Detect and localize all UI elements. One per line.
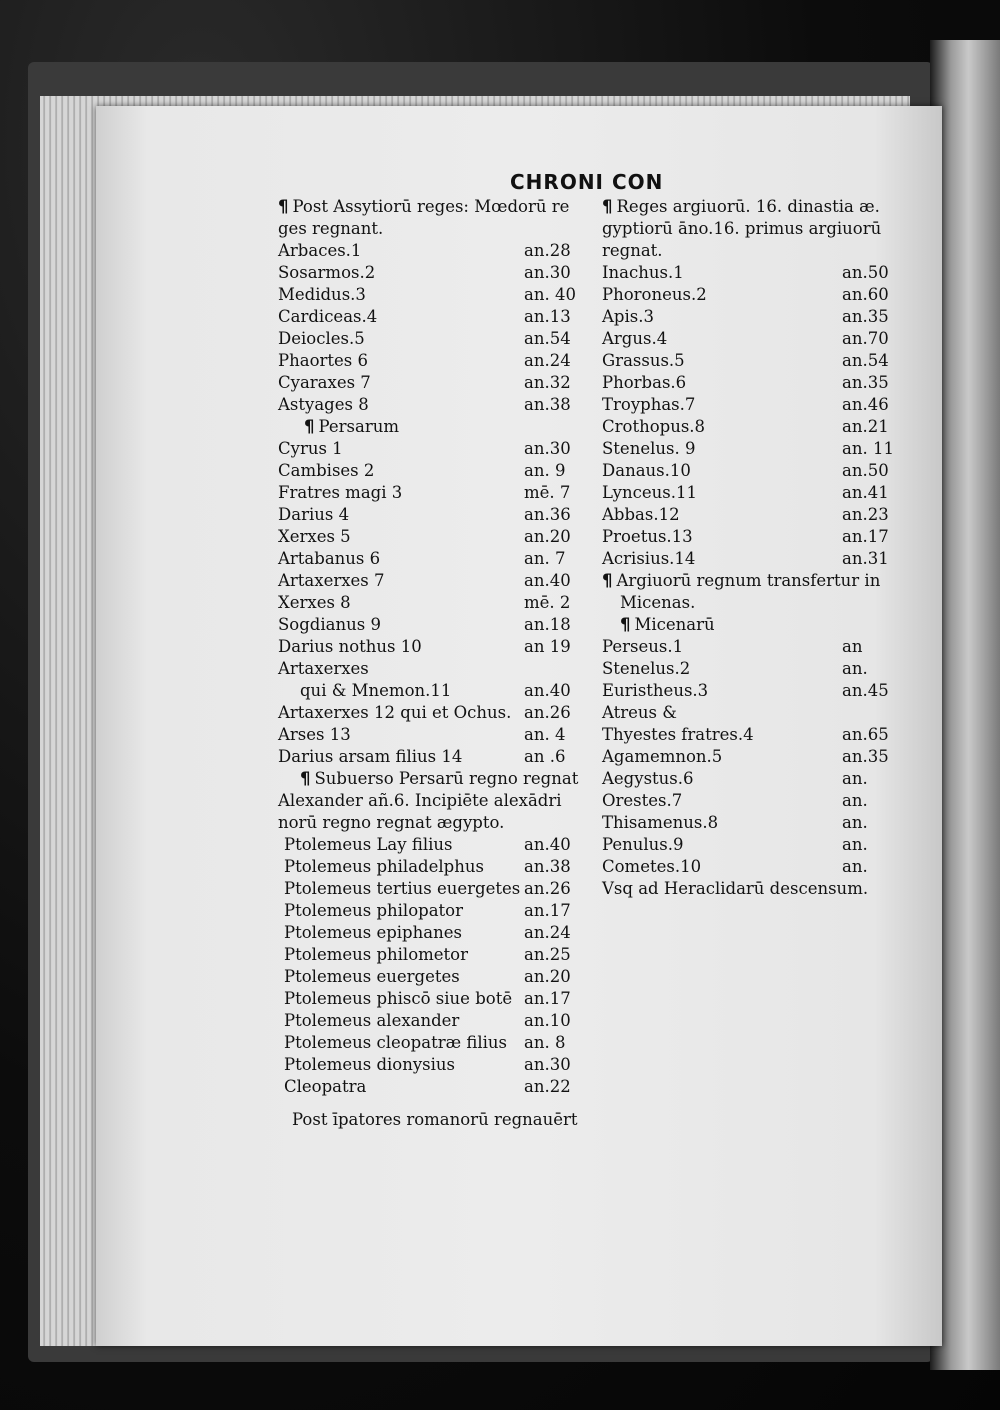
- table-row: [598, 768, 906, 790]
- table-row-value: an .6: [524, 747, 566, 766]
- table-row: [598, 724, 906, 746]
- table-row-value: an.: [842, 857, 868, 876]
- table-row: [274, 724, 604, 746]
- argives-heading-1: Reges argiuorū. 16. dinastia æ.: [616, 197, 880, 216]
- table-row-name: Orestes.7: [602, 791, 683, 810]
- table-row-value: an.: [842, 835, 868, 854]
- assyrian-heading: Post Assytiorū reges: Mœdorū re: [292, 197, 570, 216]
- table-row-name: Arses 13: [278, 725, 351, 744]
- table-row: [598, 284, 906, 306]
- table-row-value: an.30: [524, 1055, 571, 1074]
- table-row-value: an.21: [842, 417, 889, 436]
- table-row-name: Ptolemeus philometor: [284, 945, 468, 964]
- table-row: [598, 262, 906, 284]
- table-row: [274, 1010, 604, 1032]
- table-row-value: an.28: [524, 241, 571, 260]
- table-row-name: Sosarmos.2: [278, 263, 376, 282]
- table-row-value: an.20: [524, 527, 571, 546]
- table-row: [274, 482, 604, 504]
- table-row-name: Crothopus.8: [602, 417, 706, 436]
- pilcrow-icon: ¶: [602, 571, 613, 590]
- table-row: [274, 944, 604, 966]
- table-row-value: an 19: [524, 637, 571, 656]
- table-row-name: Atreus &: [602, 703, 677, 722]
- table-row-value: an.40: [524, 835, 571, 854]
- table-row-value: an.22: [524, 1077, 571, 1096]
- alexander-note-2: Alexander añ.6. Incipiēte alexādri: [278, 791, 562, 810]
- table-row: [274, 658, 604, 680]
- argives-heading-row: [598, 218, 906, 240]
- table-row: [598, 636, 906, 658]
- section-heading: [274, 196, 604, 218]
- table-row-name: Cleopatra: [284, 1077, 367, 1096]
- table-row-value: mē. 7: [524, 483, 571, 502]
- table-row-name: Penulus.9: [602, 835, 684, 854]
- table-row-value: an.65: [842, 725, 889, 744]
- table-row-value: an.10: [524, 1011, 571, 1030]
- table-row-name: Stenelus.2: [602, 659, 691, 678]
- table-row-name: Ptolemeus phiscō siue botē: [284, 989, 513, 1008]
- table-row-value: an.60: [842, 285, 889, 304]
- table-row: [274, 878, 604, 900]
- table-row-name: Abbas.12: [602, 505, 680, 524]
- table-row: [274, 526, 604, 548]
- table-row-value: mē. 2: [524, 593, 571, 612]
- table-row-name: Argus.4: [602, 329, 668, 348]
- table-row-name: Artaxerxes: [278, 659, 369, 678]
- table-row-value: an.70: [842, 329, 889, 348]
- table-row: [274, 988, 604, 1010]
- medes-list: [274, 240, 604, 416]
- transfer-note-row: [598, 570, 906, 592]
- table-row: [274, 240, 604, 262]
- table-row-value: an.35: [842, 747, 889, 766]
- section-heading-cont: [274, 218, 604, 240]
- table-row: [598, 548, 906, 570]
- table-row: [274, 1032, 604, 1054]
- pilcrow-icon: ¶: [278, 197, 289, 216]
- table-row: [274, 372, 604, 394]
- argives-heading-row: [598, 240, 906, 262]
- table-row-value: an.30: [524, 439, 571, 458]
- table-row: [598, 394, 906, 416]
- table-row-value: an.32: [524, 373, 571, 392]
- table-row: [274, 460, 604, 482]
- table-row-value: an.18: [524, 615, 571, 634]
- table-row-name: Acrisius.14: [602, 549, 696, 568]
- transfer-note-row: [598, 592, 906, 614]
- table-row-value: an. 9: [524, 461, 566, 480]
- table-row: [598, 482, 906, 504]
- table-row-value: an: [842, 637, 863, 656]
- table-row-name: Inachus.1: [602, 263, 684, 282]
- table-row-value: an.50: [842, 263, 889, 282]
- table-row: [598, 812, 906, 834]
- table-row-value: an.17: [842, 527, 889, 546]
- table-row: [598, 680, 906, 702]
- table-row-name: Phaortes 6: [278, 351, 368, 370]
- table-row: [274, 438, 604, 460]
- table-row-name: Cyrus 1: [278, 439, 343, 458]
- right-closing-row: [598, 878, 906, 900]
- table-row-value: an.13: [524, 307, 571, 326]
- table-row-value: an.40: [524, 681, 571, 700]
- table-row: [274, 306, 604, 328]
- table-row-name: Apis.3: [602, 307, 654, 326]
- table-row: [274, 702, 604, 724]
- table-row-value: an.54: [524, 329, 571, 348]
- table-row: [598, 306, 906, 328]
- table-row-name: Troyphas.7: [602, 395, 696, 414]
- table-row-name: Ptolemeus Lay filius: [284, 835, 453, 854]
- table-row-value: an. 4: [524, 725, 566, 744]
- table-row-name: Medidus.3: [278, 285, 366, 304]
- table-row-name: Thyestes fratres.4: [602, 725, 754, 744]
- table-row: [274, 548, 604, 570]
- table-row-name: Stenelus. 9: [602, 439, 696, 458]
- table-row-value: an. 7: [524, 549, 566, 568]
- table-row-value: an.38: [524, 395, 571, 414]
- table-row-name: Ptolemeus philopator: [284, 901, 463, 920]
- argives-heading-3: regnat.: [602, 241, 663, 260]
- table-row-name: Ptolemeus alexander: [284, 1011, 460, 1030]
- page-title: CHRONI CON: [510, 170, 664, 194]
- table-row-name: Cardiceas.4: [278, 307, 378, 326]
- table-row-value: an.17: [524, 901, 571, 920]
- right-closing: Vsq ad Heraclidarū descensum.: [602, 879, 869, 898]
- table-row-value: an.24: [524, 351, 571, 370]
- table-row-name: Euristheus.3: [602, 681, 709, 700]
- persians-heading-row: [274, 416, 604, 438]
- micenae-list: [598, 636, 906, 878]
- table-row-value: an.36: [524, 505, 571, 524]
- table-row-name: Arbaces.1: [278, 241, 362, 260]
- table-row-value: an. 40: [524, 285, 576, 304]
- pilcrow-icon: ¶: [300, 769, 311, 788]
- table-row: [274, 1054, 604, 1076]
- table-row-name: Artaxerxes 12 qui et Ochus.: [278, 703, 512, 722]
- table-row-value: an.50: [842, 461, 889, 480]
- table-row: [598, 372, 906, 394]
- alexander-note-row: [274, 768, 604, 790]
- table-row: [274, 614, 604, 636]
- table-row-name: Lynceus.11: [602, 483, 697, 502]
- table-row: [274, 922, 604, 944]
- table-row-name: Artabanus 6: [278, 549, 381, 568]
- alexander-note-1: Subuerso Persarū regno regnat: [314, 769, 579, 788]
- table-row: [274, 746, 604, 768]
- argives-list: [598, 262, 906, 570]
- persians-heading: Persarum: [318, 417, 399, 436]
- table-row: [274, 284, 604, 306]
- table-row: [598, 438, 906, 460]
- pilcrow-icon: ¶: [620, 615, 631, 634]
- table-row-value: an.20: [524, 967, 571, 986]
- table-row: [274, 1076, 604, 1098]
- table-row: [274, 350, 604, 372]
- table-row-name: Aegystus.6: [602, 769, 694, 788]
- table-row-value: an.54: [842, 351, 889, 370]
- table-row: [274, 636, 604, 658]
- table-row-value: an.35: [842, 307, 889, 326]
- right-column: [598, 196, 906, 900]
- table-row-name: Xerxes 5: [278, 527, 351, 546]
- table-row-name: Ptolemeus cleopatræ filius: [284, 1033, 507, 1052]
- alexander-note-3: norū regno regnat ægypto.: [278, 813, 505, 832]
- micenae-heading-row: [598, 614, 906, 636]
- pilcrow-icon: ¶: [304, 417, 315, 436]
- table-row-value: an.24: [524, 923, 571, 942]
- table-row-name: Proetus.13: [602, 527, 693, 546]
- table-row: [598, 526, 906, 548]
- table-row-value: an.17: [524, 989, 571, 1008]
- table-row-name: Phoroneus.2: [602, 285, 707, 304]
- ptolemies-list: [274, 834, 604, 1098]
- table-row-value: an.23: [842, 505, 889, 524]
- table-row: [274, 900, 604, 922]
- table-row-name: Xerxes 8: [278, 593, 351, 612]
- table-row: [274, 394, 604, 416]
- table-row-value: an.: [842, 659, 868, 678]
- table-row-name: Artaxerxes 7: [278, 571, 385, 590]
- table-row-name: Ptolemeus epiphanes: [284, 923, 462, 942]
- table-row-value: an.: [842, 769, 868, 788]
- table-row-value: an. 8: [524, 1033, 566, 1052]
- table-row-value: an. 11: [842, 439, 894, 458]
- table-row-value: an.38: [524, 857, 571, 876]
- table-row-value: an.26: [524, 879, 571, 898]
- table-row-value: an.41: [842, 483, 889, 502]
- micenae-heading: Micenarū: [634, 615, 715, 634]
- table-row: [274, 592, 604, 614]
- table-row-name: Sogdianus 9: [278, 615, 381, 634]
- table-row-name: Deiocles.5: [278, 329, 365, 348]
- table-row-value: an.40: [524, 571, 571, 590]
- table-row-name: Agamemnon.5: [602, 747, 723, 766]
- table-row-name: Thisamenus.8: [602, 813, 719, 832]
- table-row-name: Danaus.10: [602, 461, 691, 480]
- table-row-value: an.30: [524, 263, 571, 282]
- transfer-note-1: Argiuorū regnum transfertur in: [616, 571, 881, 590]
- table-row-name: Cometes.10: [602, 857, 702, 876]
- table-row-name: Darius arsam filius 14: [278, 747, 463, 766]
- table-row: [274, 856, 604, 878]
- left-column: [274, 196, 604, 1098]
- table-row-name: Astyages 8: [278, 395, 369, 414]
- persians-list: [274, 438, 604, 768]
- table-row: [598, 856, 906, 878]
- table-row: [274, 328, 604, 350]
- table-row: [598, 746, 906, 768]
- table-row-name: Ptolemeus tertius euergetes: [284, 879, 521, 898]
- table-row-name: Perseus.1: [602, 637, 684, 656]
- table-row: [274, 262, 604, 284]
- transfer-note-2: Micenas.: [620, 593, 696, 612]
- table-row: [274, 834, 604, 856]
- table-row-name: Ptolemeus euergetes: [284, 967, 460, 986]
- alexander-note-row: [274, 812, 604, 834]
- table-row-name: Grassus.5: [602, 351, 685, 370]
- table-row-value: an.35: [842, 373, 889, 392]
- table-row: [598, 416, 906, 438]
- table-row: [598, 834, 906, 856]
- argives-heading-row: [598, 196, 906, 218]
- table-row-name: qui & Mnemon.11: [300, 681, 452, 700]
- table-row: [598, 460, 906, 482]
- closing-line: Post īpatores romanorū regnauērt: [292, 1110, 578, 1129]
- table-row: [598, 350, 906, 372]
- table-row: [598, 790, 906, 812]
- table-row-value: an.26: [524, 703, 571, 722]
- table-row-name: Darius 4: [278, 505, 350, 524]
- argives-heading-2: gyptiorū āno.16. primus argiuorū: [602, 219, 882, 238]
- table-row: [274, 966, 604, 988]
- assyrian-heading-cont: ges regnant.: [278, 219, 384, 238]
- table-row: [598, 328, 906, 350]
- alexander-note-row: [274, 790, 604, 812]
- table-row-name: Fratres magi 3: [278, 483, 403, 502]
- table-row-value: an.45: [842, 681, 889, 700]
- table-row-value: an.31: [842, 549, 889, 568]
- table-row-value: an.25: [524, 945, 571, 964]
- table-row-name: Phorbas.6: [602, 373, 687, 392]
- table-row-name: Darius nothus 10: [278, 637, 422, 656]
- table-row: [598, 658, 906, 680]
- table-row-name: Ptolemeus dionysius: [284, 1055, 456, 1074]
- table-row-value: an.: [842, 813, 868, 832]
- table-row-name: Cyaraxes 7: [278, 373, 371, 392]
- table-row-name: Ptolemeus philadelphus: [284, 857, 484, 876]
- table-row: [598, 702, 906, 724]
- table-row-name: Cambises 2: [278, 461, 375, 480]
- table-row: [274, 680, 604, 702]
- pilcrow-icon: ¶: [602, 197, 613, 216]
- table-row: [598, 504, 906, 526]
- table-row-value: an.: [842, 791, 868, 810]
- table-row-value: an.46: [842, 395, 889, 414]
- table-row: [274, 504, 604, 526]
- table-row: [274, 570, 604, 592]
